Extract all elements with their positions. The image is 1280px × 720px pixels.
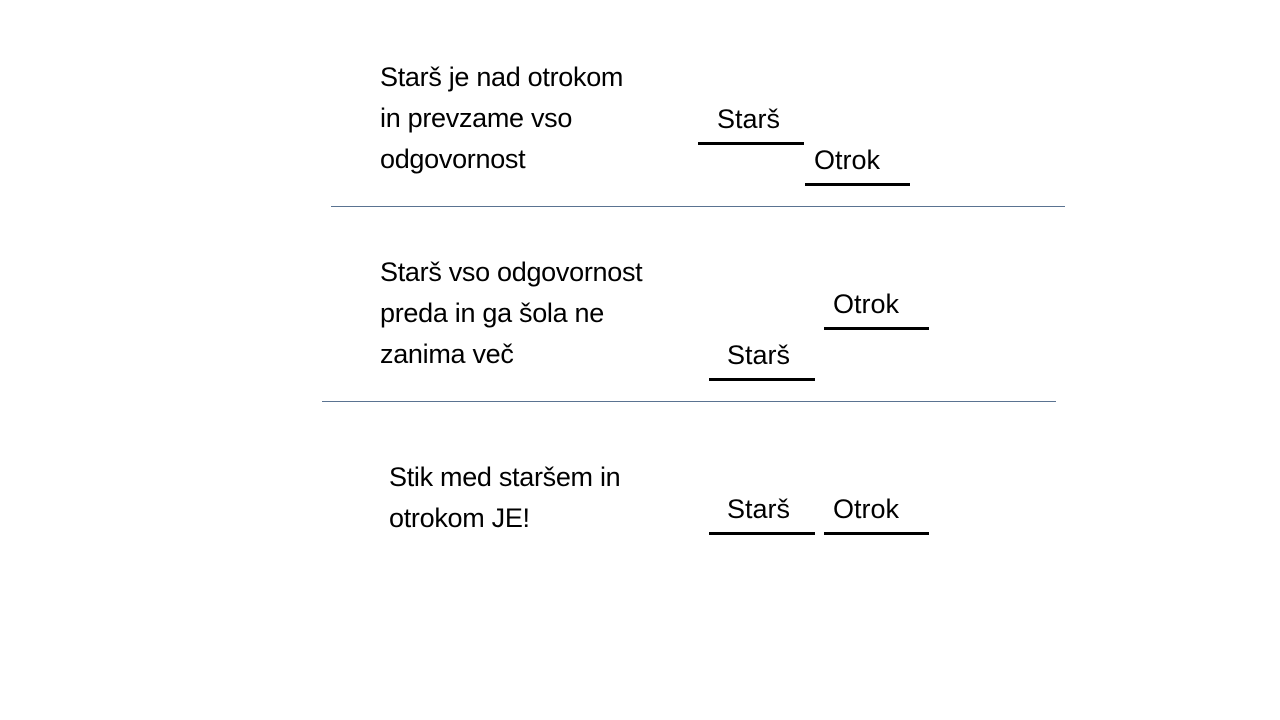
section-3-child-level-line <box>824 532 929 535</box>
section-2-parent-label: Starš <box>727 340 791 370</box>
description-line: Stik med staršem in <box>389 462 621 492</box>
description-line: odgovornost <box>380 144 526 174</box>
section-2-parent-level-line <box>709 378 815 381</box>
description-line: preda in ga šola ne <box>380 298 604 328</box>
section-3-description <box>389 457 620 539</box>
section-2-child-label: Otrok <box>833 289 900 319</box>
section-1-description <box>380 57 623 180</box>
section-3-child-label: Otrok <box>833 494 900 524</box>
section-3-parent-label: Starš <box>727 494 791 524</box>
description-line: Starš je nad otrokom <box>380 62 624 92</box>
description-line: otrokom JE! <box>389 503 530 533</box>
section-1-child-label: Otrok <box>814 145 881 175</box>
description-line: zanima več <box>380 339 514 369</box>
section-1-child-level-line <box>805 183 910 186</box>
section-divider-1 <box>331 206 1065 207</box>
description-line: in prevzame vso <box>380 103 573 133</box>
description-line: Starš vso odgovornost <box>380 257 643 287</box>
section-1-parent-level-line <box>698 142 804 145</box>
section-2-description <box>380 252 642 375</box>
section-3-parent-level-line <box>709 532 815 535</box>
section-divider-2 <box>322 401 1056 402</box>
section-1-parent-label: Starš <box>717 104 781 134</box>
section-2-child-level-line <box>824 327 929 330</box>
